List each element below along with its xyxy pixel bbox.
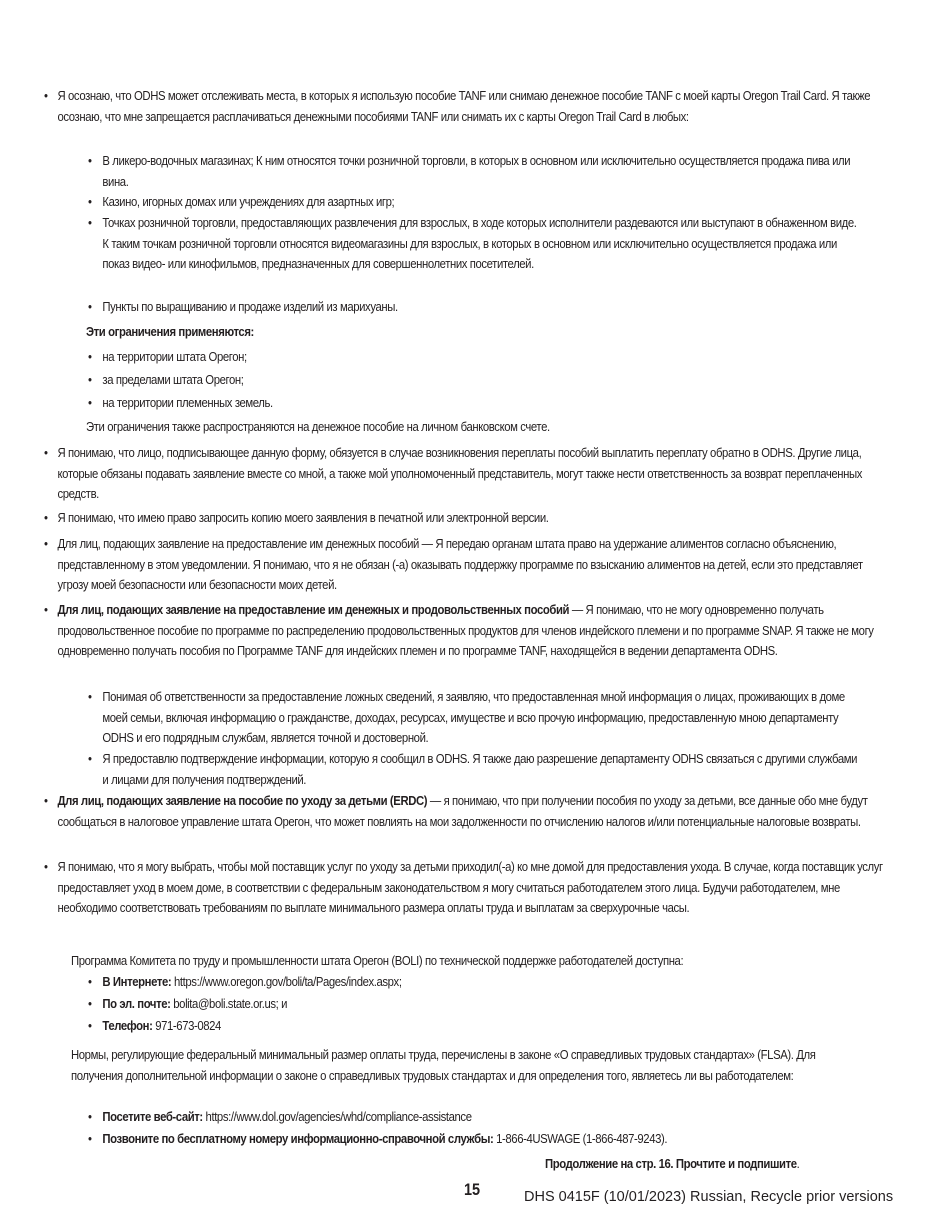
sub-list-item: • В ликеро-водочных магазинах; К ним относятся точки розничной торговли, в которых в основном или исключительно осуществляется продажа пива или вина.	[88, 154, 851, 189]
list-item	[44, 86, 886, 127]
sub-list-item: • на территории штата Орегон;	[88, 350, 247, 364]
paragraph: Я осознаю, что ODHS может отслеживать места, в которых я использую пособие TANF или снимаю денежное пособие TANF с моей карты Oregon Trail Card. Я также осознаю, что мне запрещается расплачиваться денежными пособиями TANF или снимать их с карты Oregon Trail Card в любых:	[57, 89, 871, 124]
restrictions-heading: Эти ограничения применяются:	[86, 325, 254, 339]
form-id: DHS 0415F (10/01/2023) Russian, Recycle prior versions	[524, 1189, 894, 1205]
list-item: • Для лиц, подающих заявление на пособие по уходу за детьми (ERDC) — я понимаю, что при получении пособия по уходу за детьми, все данные обо мне будут сообщаться в налоговое управление штата Орегон, что может повлиять на мои задолженности по отчислению налогов и/или потенциальные налоговые возвраты.	[44, 794, 868, 829]
boli-intro: Программа Комитета по труду и промышленности штата Орегон (BOLI) по технической поддержке работодателей доступна:	[71, 954, 684, 968]
boli-item-email: • По эл. почте: bolita@boli.state.or.us; и	[88, 997, 288, 1011]
list-item: • Я понимаю, что лицо, подписывающее данную форму, обязуется в случае возникновения переплаты пособий выплатить переплату обратно в ODHS. Другие лица, которые обязаны подавать заявление вместе со мной, а также мой уполномоченный представитель, могут также нести ответственность за возврат переплаченных средств.	[44, 446, 862, 501]
boli-item-phone: • Телефон: 971-673-0824	[88, 1019, 221, 1033]
restrictions-note: Эти ограничения также распространяются на денежное пособие на личном банковском счете.	[86, 420, 550, 434]
list-item: • Я понимаю, что я могу выбрать, чтобы мой поставщик услуг по уходу за детьми приходил(-а) ко мне домой для предоставления ухода. В случае, когда поставщик услуг предоставляет уход в моем доме, в соответствии с федеральным законодательством я могу считаться работодателем этого лица. Будучи работодателем, мне необходимо соответствовать требованиям по выплате минимального размера оплаты труда и выплатам за сверхурочные часы.	[44, 860, 883, 915]
flsa-item-website: • Посетите веб-сайт: https://www.dol.gov/agencies/whd/compliance-assistance	[88, 1110, 472, 1124]
list-item: • Я понимаю, что имею право запросить копию моего заявления в печатной или электронной версии.	[44, 511, 549, 525]
list-item: • Для лиц, подающих заявление на предоставление им денежных пособий — Я передаю органам штата право на удержание алиментов согласно объяснению, представленному в этом уведомлении. Я понимаю, что я не обязан (-а) оказывать поддержку программе по взысканию алиментов на детей, если это представляет угрозу моей безопасности или безопасности моих детей.	[44, 537, 863, 592]
sub-list-item: • Казино, игорных домах или учреждениях для азартных игр;	[88, 195, 395, 209]
sub-list-item: • Я предоставлю подтверждение информации, которую я сообщил в ODHS. Я также даю разрешение департаменту ODHS связаться с другими службами и лицами для получения подтверждений.	[88, 752, 858, 787]
boli-item-web: • В Интернете: https://www.oregon.gov/boli/ta/Pages/index.aspx;	[88, 975, 402, 989]
flsa-item-hotline: • Позвоните по бесплатному номеру информационно-справочной службы: 1-866-4USWAGE (1-866-487-9243).	[88, 1132, 668, 1146]
bullet: •	[44, 89, 48, 103]
sub-list-item: • Точках розничной торговли, предоставляющих развлечения для взрослых, в ходе которых исполнители раздеваются или выступают в обнаженном виде. К таким точкам розничной торговли относятся видеомагазины для взрослых, в которых в основном или исключительно осуществляется продажа или показ видео- или кинофильмов, предназначенных для совершеннолетних посетителей.	[88, 216, 857, 271]
list-item: • Для лиц, подающих заявление на предоставление им денежных и продовольственных пособий — Я понимаю, что не могу одновременно получать продовольственное пособие по программе по распределению продовольственных продуктов для членов индейского племени и по программе SNAP. Я также не могу одновременно получать пособия по Программе TANF для индейских племен и по программе TANF, находящейся в ведении департамента ODHS.	[44, 603, 874, 658]
sub-list-item: • Понимая об ответственности за предоставление ложных сведений, я заявляю, что предоставленная мной информация о лицах, проживающих в доме моей семьи, включая информацию о гражданстве, доходах, ресурсах, имуществе и всю прочую информацию, предоставленную мною департаменту ODHS и его подрядным службам, является точной и достоверной.	[88, 690, 845, 745]
continue-note: Продолжение на стр. 16. Прочтите и подпишите.	[545, 1157, 800, 1171]
flsa-intro: Нормы, регулирующие федеральный минимальный размер оплаты труда, перечислены в законе «О справедливых трудовых стандартах» (FLSA). Для получения дополнительной информации о законе о справедливых трудовых стандартах и для определения того, являетесь ли вы работодателем:	[71, 1048, 816, 1083]
sub-list-item: • за пределами штата Орегон;	[88, 373, 244, 387]
sub-list-item: • на территории племенных земель.	[88, 396, 273, 410]
page-number: 15	[464, 1180, 481, 1199]
sub-list-item: • Пункты по выращиванию и продаже изделий из марихуаны.	[88, 300, 398, 314]
